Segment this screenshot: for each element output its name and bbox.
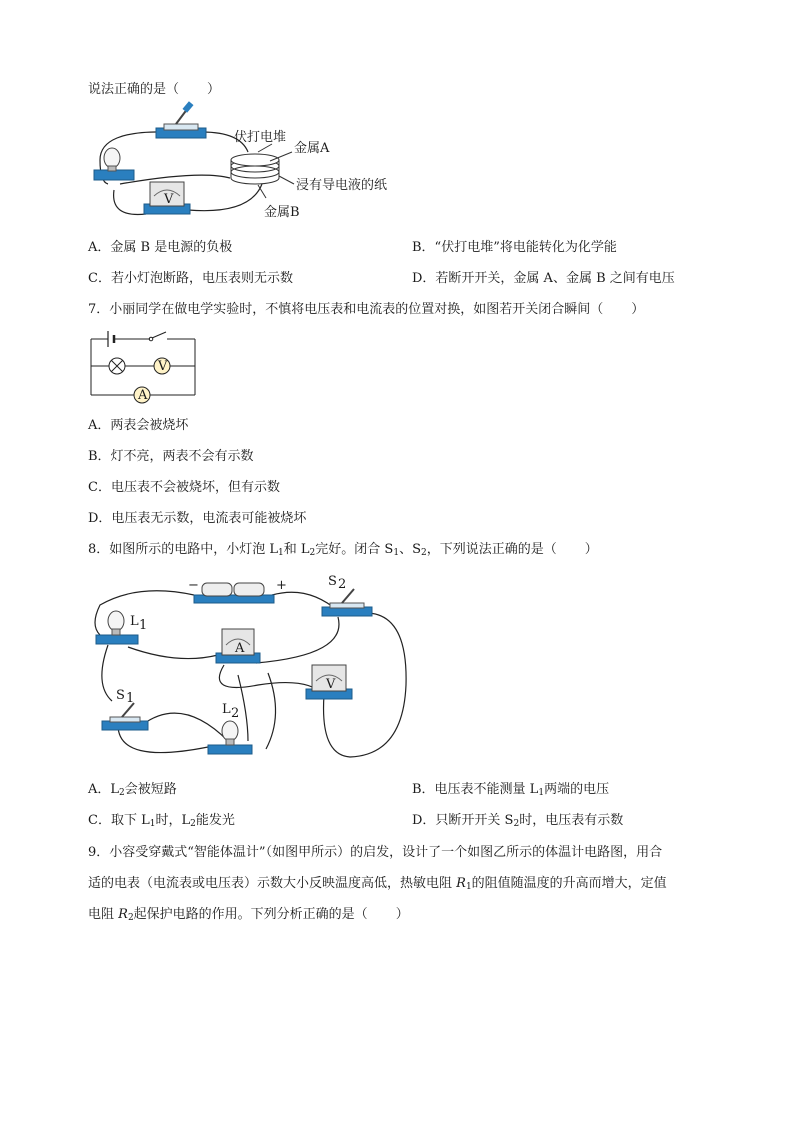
lamp-l1-icon xyxy=(96,611,147,644)
q6-stem: 说法正确的是（ ） xyxy=(88,82,221,97)
q7-option-b: B．灯不亮，两表不会有示数 xyxy=(88,449,254,464)
q9-line-1: 9．小容受穿戴式“智能体温计”（如图甲所示）的启发，设计了一个如图乙所示的体温计电路图，用合 xyxy=(88,845,663,860)
label-voltaic-pile: 伏打电堆 xyxy=(234,130,287,145)
label-paper: 浸有导电液的纸 xyxy=(296,178,388,193)
q6-option-d: D．若断开开关，金属 A、金属 B 之间有电压 xyxy=(412,271,675,286)
switch-s2-icon xyxy=(322,574,372,616)
q6-option-a: A．金属 B 是电源的负极 xyxy=(88,240,233,255)
svg-text:S: S xyxy=(328,574,337,589)
q7-option-c: C．电压表不会被烧坏，但有示数 xyxy=(88,480,280,495)
ammeter-icon xyxy=(216,629,260,663)
q7-option-d: D．电压表无示数，电流表可能被烧坏 xyxy=(88,511,307,526)
switch-icon xyxy=(156,101,206,138)
voltmeter-symbol-icon xyxy=(154,358,170,374)
q9-line-2: 适的电表（电流表或电压表）示数大小反映温度高低，热敏电阻 $R_1$的阻值随温度的升高而增大，定值 xyxy=(88,876,667,892)
voltmeter-icon xyxy=(144,182,190,214)
q6-option-c: C．若小灯泡断路，电压表则无示数 xyxy=(88,271,293,286)
svg-text:V: V xyxy=(158,359,168,374)
svg-text:L: L xyxy=(130,614,139,629)
svg-text:A: A xyxy=(138,388,148,403)
svg-text:2: 2 xyxy=(231,706,240,721)
q9-line-3: 电阻 $R_2$起保护电路的作用。下列分析正确的是（ ） xyxy=(88,907,409,923)
q6-figure-voltaic-pile xyxy=(80,100,420,230)
q8-figure-circuit xyxy=(88,565,418,765)
svg-text:2: 2 xyxy=(338,577,347,592)
battery-icon xyxy=(188,578,287,603)
svg-text:V: V xyxy=(326,677,336,692)
ammeter-symbol-icon xyxy=(134,387,150,403)
switch-s1-icon xyxy=(102,688,148,730)
voltmeter-icon xyxy=(306,665,352,699)
svg-text:1: 1 xyxy=(126,691,135,706)
q8-option-a: A．$L_2$会被短路 xyxy=(88,782,177,798)
svg-text:+: + xyxy=(276,578,287,593)
svg-text:L: L xyxy=(222,702,231,717)
label-metal-a: 金属A xyxy=(294,141,330,156)
q8-stem: 8．如图所示的电路中，小灯泡 $L_1$和 $L_2$完好。闭合 $S_1$、$S_2$，下列说法正确的是（ ） xyxy=(88,542,598,558)
q8-option-c: C．取下 $L_1$时，$L_2$能发光 xyxy=(88,813,235,829)
q6-option-b: B．“伏打电堆”将电能转化为化学能 xyxy=(412,240,617,255)
q8-option-d: D．只断开开关 $S_2$时，电压表有示数 xyxy=(412,813,624,829)
svg-text:V: V xyxy=(164,192,174,207)
voltaic-pile-icon xyxy=(231,154,279,184)
label-metal-b: 金属B xyxy=(264,205,300,220)
q7-option-a: A．两表会被烧坏 xyxy=(88,418,189,433)
svg-text:A: A xyxy=(235,641,245,656)
q7-figure-circuit xyxy=(88,325,200,405)
svg-text:−: − xyxy=(188,578,199,593)
q7-stem: 7．小丽同学在做电学实验时，不慎将电压表和电流表的位置对换，如图若开关闭合瞬间（ ） xyxy=(88,302,645,317)
svg-text:S: S xyxy=(116,688,125,703)
svg-text:1: 1 xyxy=(139,618,148,633)
q8-option-b: B．电压表不能测量 $L_1$两端的电压 xyxy=(412,782,610,798)
lamp-symbol-icon xyxy=(109,358,125,374)
